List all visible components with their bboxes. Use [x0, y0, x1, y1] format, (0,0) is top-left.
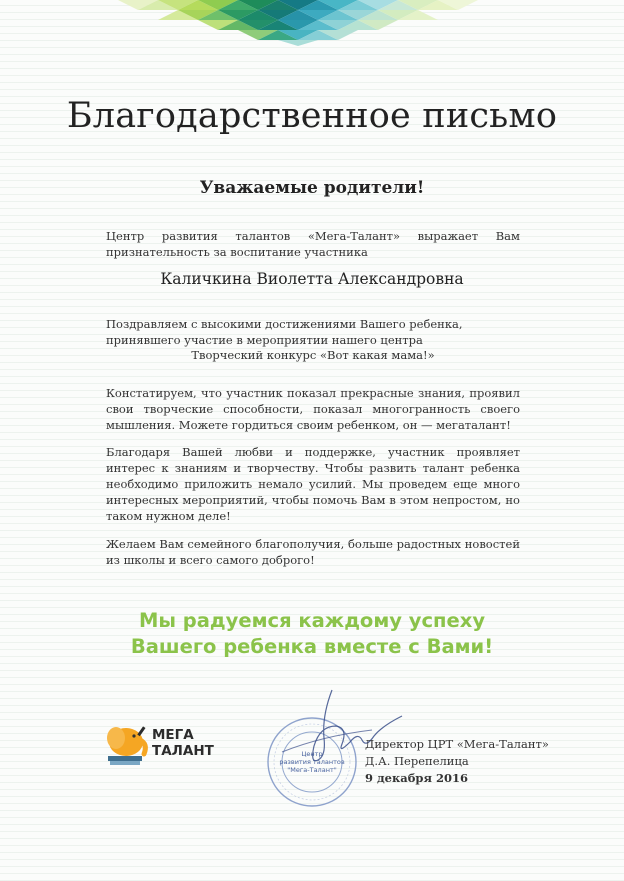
stamp-line-3: "Мега-Талант" [287, 766, 337, 774]
logo-text [152, 727, 214, 759]
congrats-paragraph: Поздравляем с высокими достижениями Вашего ребенка, принявшего участие в мероприятии нашего центра [106, 317, 463, 347]
stamp-line-2: развития талантов [279, 758, 345, 766]
top-decoration [118, 0, 508, 46]
paragraph-support: Благодаря Вашей любви и поддержке, участник проявляет интерес к знаниям и творчеству. Чтобы развить талант ребенка необходимо приложить немало усилий. Мы проведем еще много интересных мероприятий, чтобы помочь Вам в этом непростом, но таком нужном деле! [106, 445, 520, 523]
slogan-line-1: Мы радуемся каждому успеху [138, 609, 486, 632]
letter-title: Благодарственное письмо [66, 96, 558, 136]
signature-block [365, 736, 549, 787]
slogan-line-2: Вашего ребенка вместе с Вами! [130, 635, 494, 658]
event-name: Творческий конкурс «Вот какая мама!» [191, 348, 435, 362]
paragraph-wishes: Желаем Вам семейного благополучия, больше радостных новостей из школы и всего самого доброго! [106, 537, 520, 567]
paragraph-knowledge: Констатируем, что участник показал прекрасные знания, проявил свои творческие способности, показал многогранность своего мышления. Можете гордиться своим ребенком, он — мегаталант! [106, 386, 520, 432]
director-position: Директор ЦРТ «Мега-Талант» [365, 737, 549, 751]
letter-date: 9 декабря 2016 [365, 771, 468, 785]
slogan [0, 608, 624, 660]
logo-line-2: ТАЛАНТ [152, 743, 214, 759]
participant-name: Каличкина Виолетта Александровна [160, 270, 464, 288]
greeting: Уважаемые родители! [199, 178, 425, 198]
logo-line-1: МЕГА [152, 727, 194, 743]
director-name: Д.А. Перепелица [365, 754, 469, 768]
intro-paragraph: Центр развития талантов «Мега-Талант» выражает Вам признательность за воспитание участника [106, 229, 520, 259]
stamp-line-1: Центр [301, 750, 323, 758]
